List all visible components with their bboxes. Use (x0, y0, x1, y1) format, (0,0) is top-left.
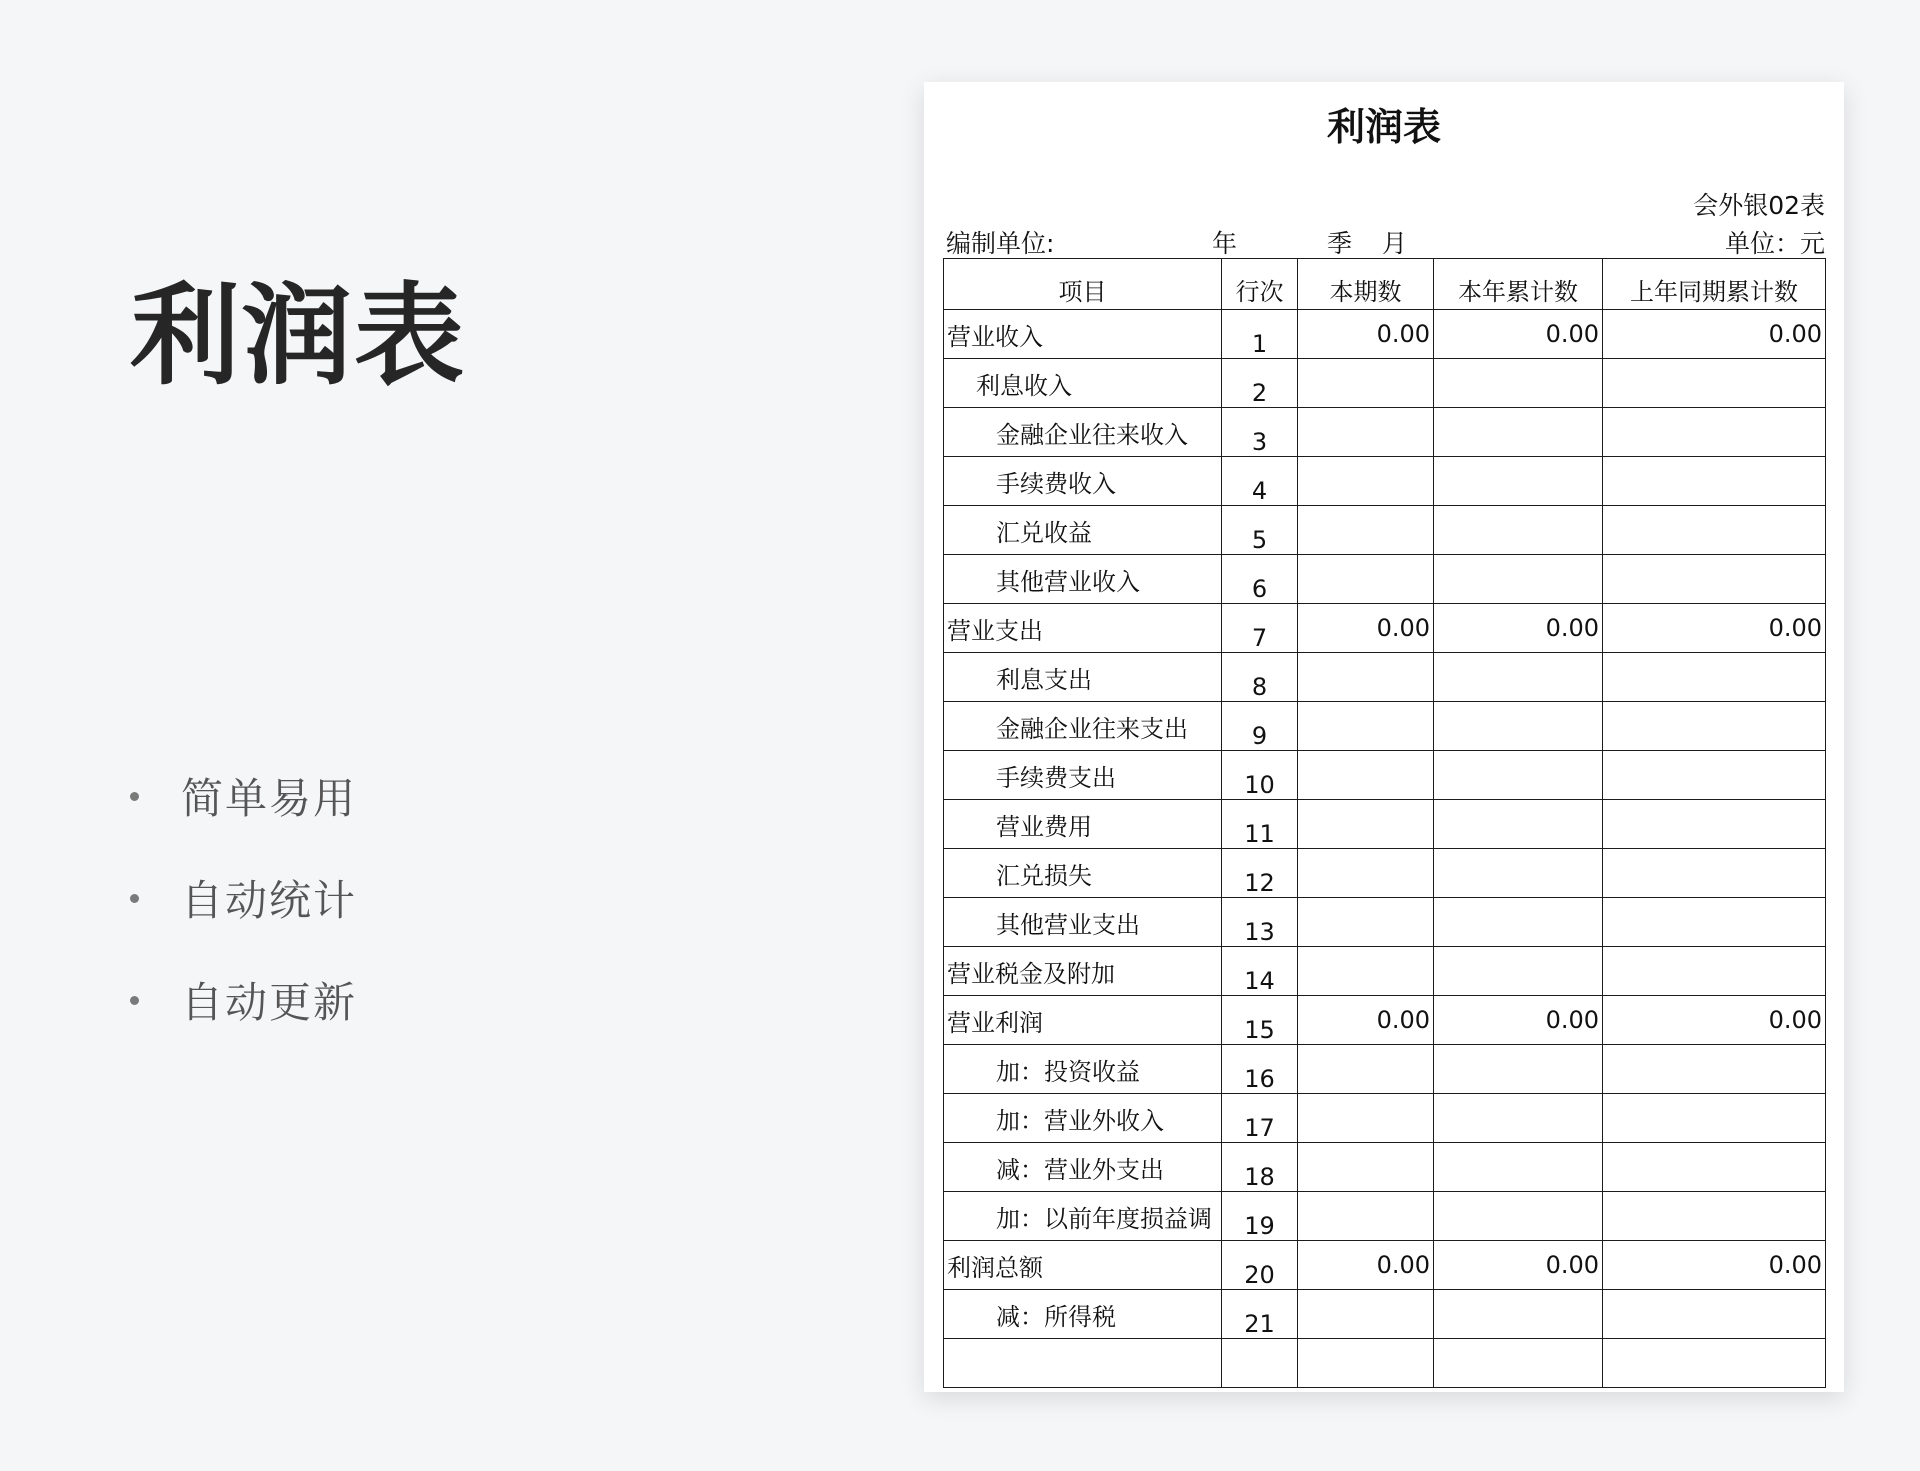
form-code: 会外银02表 (1693, 191, 1825, 220)
row-item-cell[interactable]: 手续费支出 (944, 751, 1222, 800)
row-item-cell[interactable]: 减：营业外支出 (944, 1143, 1222, 1192)
row-ytd-cell[interactable]: 0.00 (1434, 1241, 1603, 1290)
row-prior-cell[interactable] (1603, 555, 1826, 604)
table-row (944, 1094, 1826, 1143)
row-ytd-cell[interactable] (1434, 1045, 1603, 1094)
table-row (944, 702, 1826, 751)
row-current-cell[interactable] (1298, 751, 1434, 800)
row-line-cell[interactable]: 6 (1222, 555, 1298, 604)
feature-item (130, 745, 357, 847)
row-ytd-cell[interactable] (1434, 1192, 1603, 1241)
table-row (944, 947, 1826, 996)
row-current-cell[interactable] (1298, 408, 1434, 457)
row-current-cell[interactable] (1298, 898, 1434, 947)
row-item-cell[interactable]: 加：投资收益 (944, 1045, 1222, 1094)
empty-cell (944, 1339, 1222, 1388)
row-prior-cell[interactable] (1603, 1290, 1826, 1339)
feature-text: 简单易用 (181, 774, 358, 823)
header-ytd: 本年累计数 (1434, 259, 1603, 310)
table-row (944, 310, 1826, 359)
row-ytd-cell[interactable]: 0.00 (1434, 996, 1603, 1045)
row-current-cell[interactable] (1298, 653, 1434, 702)
unit-label: 编制单位: (946, 229, 1055, 258)
table-row (944, 359, 1826, 408)
row-ytd-cell[interactable]: 0.00 (1434, 310, 1603, 359)
row-line-cell[interactable]: 2 (1222, 359, 1298, 408)
feature-item (130, 847, 357, 949)
row-item-cell[interactable]: 其他营业收入 (944, 555, 1222, 604)
row-current-cell[interactable]: 0.00 (1298, 604, 1434, 653)
feature-text: 自动更新 (181, 978, 358, 1027)
table-row (944, 604, 1826, 653)
row-prior-cell[interactable] (1603, 506, 1826, 555)
row-line-cell[interactable]: 1 (1222, 310, 1298, 359)
table-row (944, 849, 1826, 898)
row-current-cell[interactable] (1298, 359, 1434, 408)
table-row (944, 1192, 1826, 1241)
table-row-partial (944, 1339, 1826, 1388)
empty-cell (1222, 1339, 1298, 1388)
table-row (944, 555, 1826, 604)
row-item-cell[interactable]: 加：以前年度损益调 (944, 1192, 1222, 1241)
row-ytd-cell[interactable] (1434, 555, 1603, 604)
table-row (944, 898, 1826, 947)
row-line-cell[interactable]: 18 (1222, 1143, 1298, 1192)
row-line-cell[interactable]: 5 (1222, 506, 1298, 555)
row-ytd-cell[interactable] (1434, 408, 1603, 457)
row-item-cell[interactable]: 金融企业往来收入 (944, 408, 1222, 457)
row-ytd-cell[interactable] (1434, 1290, 1603, 1339)
row-line-cell[interactable]: 12 (1222, 849, 1298, 898)
row-line-cell[interactable]: 9 (1222, 702, 1298, 751)
year-label: 年 (1212, 229, 1238, 258)
header-prior: 上年同期累计数 (1603, 259, 1826, 310)
sheet-title: 利润表 (1326, 105, 1441, 149)
row-current-cell[interactable] (1298, 800, 1434, 849)
row-line-cell[interactable]: 11 (1222, 800, 1298, 849)
row-line-cell[interactable]: 17 (1222, 1094, 1298, 1143)
header-line: 行次 (1222, 259, 1298, 310)
empty-cell (1298, 1339, 1434, 1388)
row-line-cell[interactable]: 10 (1222, 751, 1298, 800)
spreadsheet-preview (924, 82, 1844, 1392)
header-current: 本期数 (1298, 259, 1434, 310)
row-item-cell[interactable]: 利润总额 (944, 1241, 1222, 1290)
row-ytd-cell[interactable] (1434, 457, 1603, 506)
row-prior-cell[interactable]: 0.00 (1603, 310, 1826, 359)
row-prior-cell[interactable] (1603, 457, 1826, 506)
table-row (944, 457, 1826, 506)
row-prior-cell[interactable] (1603, 751, 1826, 800)
income-statement-table (943, 258, 1826, 1388)
month-label: 月 (1382, 229, 1408, 258)
row-prior-cell[interactable]: 0.00 (1603, 996, 1826, 1045)
row-current-cell[interactable] (1298, 849, 1434, 898)
feature-list (130, 745, 357, 1051)
row-current-cell[interactable] (1298, 1192, 1434, 1241)
row-line-cell[interactable]: 14 (1222, 947, 1298, 996)
row-ytd-cell[interactable]: 0.00 (1434, 604, 1603, 653)
row-prior-cell[interactable] (1603, 653, 1826, 702)
row-line-cell[interactable]: 4 (1222, 457, 1298, 506)
row-item-cell[interactable]: 营业支出 (944, 604, 1222, 653)
row-prior-cell[interactable] (1603, 1143, 1826, 1192)
row-line-cell[interactable]: 16 (1222, 1045, 1298, 1094)
row-current-cell[interactable] (1298, 1045, 1434, 1094)
row-prior-cell[interactable]: 0.00 (1603, 1241, 1826, 1290)
row-prior-cell[interactable] (1603, 702, 1826, 751)
row-prior-cell[interactable] (1603, 849, 1826, 898)
bullet-icon (130, 792, 139, 801)
row-line-cell[interactable]: 7 (1222, 604, 1298, 653)
row-current-cell[interactable] (1298, 1094, 1434, 1143)
feature-item (130, 949, 357, 1051)
row-current-cell[interactable] (1298, 555, 1434, 604)
row-item-cell[interactable]: 利息支出 (944, 653, 1222, 702)
row-item-cell[interactable]: 汇兑收益 (944, 506, 1222, 555)
row-line-cell[interactable]: 20 (1222, 1241, 1298, 1290)
row-ytd-cell[interactable] (1434, 751, 1603, 800)
table-row (944, 1045, 1826, 1094)
row-line-cell[interactable]: 13 (1222, 898, 1298, 947)
table-row (944, 408, 1826, 457)
row-prior-cell[interactable] (1603, 1094, 1826, 1143)
row-item-cell[interactable]: 减：所得税 (944, 1290, 1222, 1339)
row-current-cell[interactable] (1298, 947, 1434, 996)
row-item-cell[interactable]: 利息收入 (944, 359, 1222, 408)
bullet-icon (130, 894, 139, 903)
empty-cell (1434, 1339, 1603, 1388)
row-line-cell[interactable]: 15 (1222, 996, 1298, 1045)
row-prior-cell[interactable]: 0.00 (1603, 604, 1826, 653)
row-prior-cell[interactable] (1603, 408, 1826, 457)
table-row (944, 653, 1826, 702)
row-current-cell[interactable]: 0.00 (1298, 996, 1434, 1045)
table-row (944, 1241, 1826, 1290)
table-row (944, 506, 1826, 555)
row-item-cell[interactable]: 营业利润 (944, 996, 1222, 1045)
row-current-cell[interactable]: 0.00 (1298, 310, 1434, 359)
row-item-cell[interactable]: 其他营业支出 (944, 898, 1222, 947)
empty-cell (1603, 1339, 1826, 1388)
row-prior-cell[interactable] (1603, 898, 1826, 947)
table-row (944, 996, 1826, 1045)
row-ytd-cell[interactable] (1434, 849, 1603, 898)
hero-title: 利润表 (130, 272, 466, 400)
row-prior-cell[interactable] (1603, 1045, 1826, 1094)
table-row (944, 800, 1826, 849)
row-ytd-cell[interactable] (1434, 1094, 1603, 1143)
table-row (944, 1290, 1826, 1339)
quarter-label: 季 (1327, 229, 1353, 258)
bullet-icon (130, 996, 139, 1005)
row-current-cell[interactable] (1298, 457, 1434, 506)
row-line-cell[interactable]: 3 (1222, 408, 1298, 457)
row-item-cell[interactable]: 营业税金及附加 (944, 947, 1222, 996)
table-row (944, 1143, 1826, 1192)
row-prior-cell[interactable] (1603, 947, 1826, 996)
row-current-cell[interactable] (1298, 506, 1434, 555)
row-ytd-cell[interactable] (1434, 800, 1603, 849)
row-item-cell[interactable]: 加：营业外收入 (944, 1094, 1222, 1143)
row-line-cell[interactable]: 8 (1222, 653, 1298, 702)
row-current-cell[interactable] (1298, 1143, 1434, 1192)
row-item-cell[interactable]: 汇兑损失 (944, 849, 1222, 898)
row-ytd-cell[interactable] (1434, 1143, 1603, 1192)
row-prior-cell[interactable] (1603, 359, 1826, 408)
row-item-cell[interactable]: 营业收入 (944, 310, 1222, 359)
currency-label: 单位：元 (1724, 229, 1825, 258)
row-current-cell[interactable]: 0.00 (1298, 1241, 1434, 1290)
row-current-cell[interactable] (1298, 702, 1434, 751)
row-ytd-cell[interactable] (1434, 898, 1603, 947)
feature-text: 自动统计 (181, 876, 358, 925)
row-line-cell[interactable]: 21 (1222, 1290, 1298, 1339)
table-header-row (944, 259, 1826, 310)
row-item-cell[interactable]: 手续费收入 (944, 457, 1222, 506)
row-ytd-cell[interactable] (1434, 653, 1603, 702)
row-line-cell[interactable]: 19 (1222, 1192, 1298, 1241)
row-item-cell[interactable]: 营业费用 (944, 800, 1222, 849)
row-ytd-cell[interactable] (1434, 506, 1603, 555)
table-row (944, 751, 1826, 800)
row-prior-cell[interactable] (1603, 800, 1826, 849)
header-item: 项目 (944, 259, 1222, 310)
row-current-cell[interactable] (1298, 1290, 1434, 1339)
row-prior-cell[interactable] (1603, 1192, 1826, 1241)
row-item-cell[interactable]: 金融企业往来支出 (944, 702, 1222, 751)
row-ytd-cell[interactable] (1434, 947, 1603, 996)
row-ytd-cell[interactable] (1434, 359, 1603, 408)
row-ytd-cell[interactable] (1434, 702, 1603, 751)
